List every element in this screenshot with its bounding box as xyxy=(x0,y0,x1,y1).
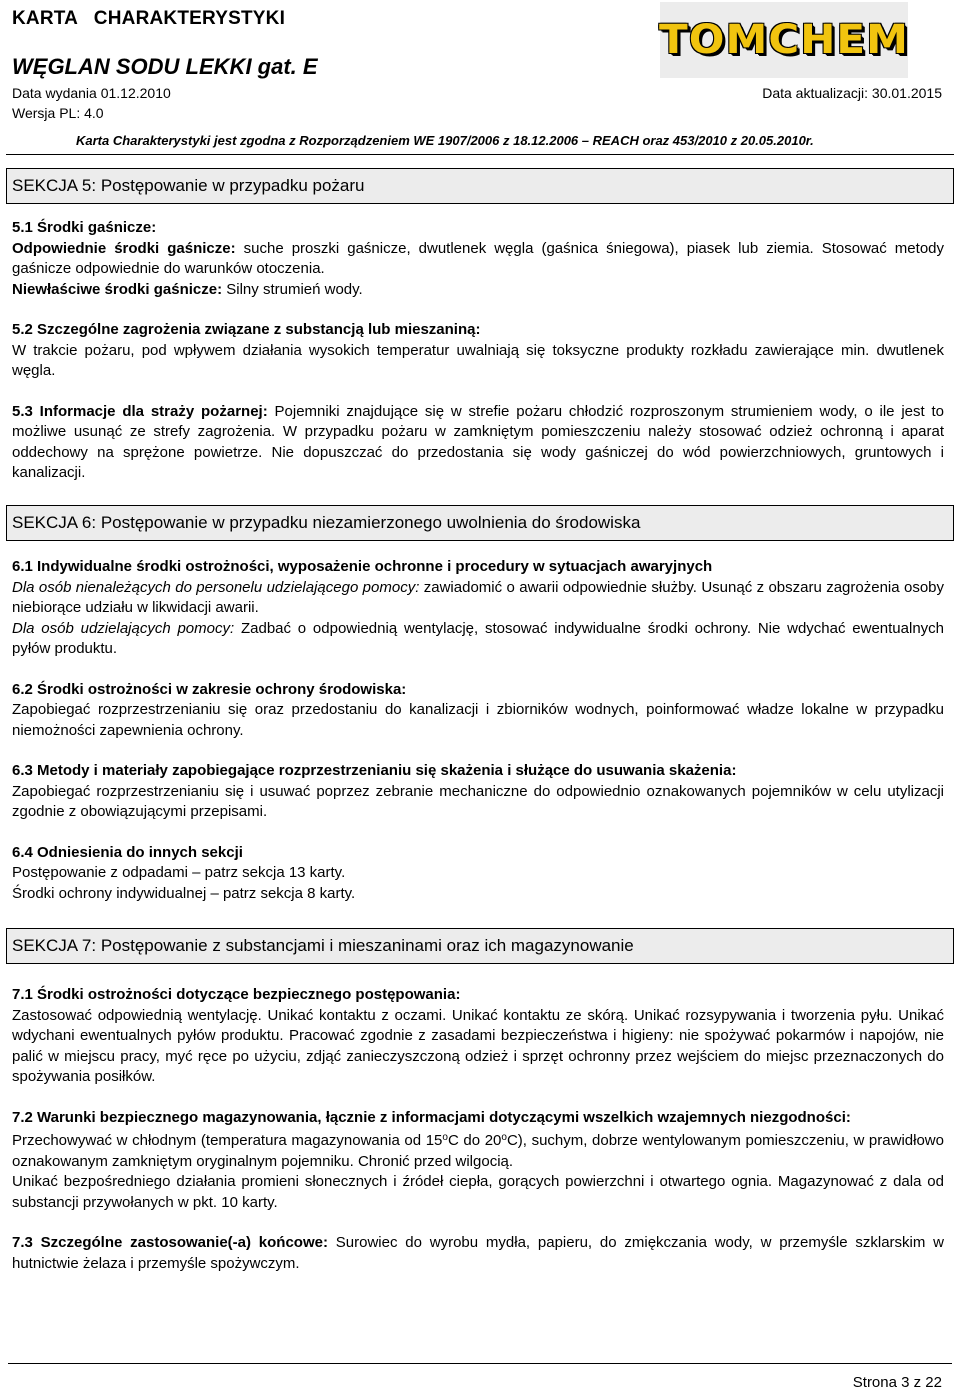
logo-text: TOMCHEM xyxy=(659,17,909,63)
subsection-6-3-heading: 6.3 Metody i materiały zapobiegające rozprzestrzenianiu się skażenia i służące do usuwania skażenia: xyxy=(12,762,737,779)
section-7-header: SEKCJA 7: Postępowanie z substancjami i mieszaninami oraz ich magazynowanie xyxy=(6,928,954,964)
header-divider xyxy=(6,154,954,155)
text: Pojemniki znajdujące się w strefie pożaru chłodzić rozproszonym strumieniem wody, o ile jest to możliwe usunąć ze strefy zagrożenia. W przypadku pożaru w zamkniętym pomieszczeniu należy stosować odzież ochronną i aparat oddechowy na sprężone powietrze. Nie dopuszczać do przedostania się wody gaśniczej do wód powierzchniowych, gruntowych i kanalizacji. xyxy=(12,402,944,481)
paragraph xyxy=(12,402,944,484)
paragraph: Zastosować odpowiednią wentylację. Unikać kontaktu z oczami. Unikać kontaktu ze skórą. Unikać rozsypywania i tworzenia pyłu. Unikać wdychani ewentualnych pyłów produktu. Pracować zgodnie z zasadami bezpieczeństwa i higieny: nie spożywać pokarmów i napojów, nie palić w miejscu pracy, myć ręce po użyciu, zdjąć zanieczyszczoną odzież i sprzęt ochronny przez wejściem do miejsc przeznaczonych do spożywania posiłków. xyxy=(12,1006,944,1085)
subsection-5-2-heading: 5.2 Szczególne zagrożenia związane z substancją lub mieszaniną: xyxy=(12,321,481,338)
paragraph: Zapobiegać rozprzestrzenianiu się i usuwać poprzez zebranie mechaniczne do odpowiednio oznakowanych pojemników w celu utylizacji zgodnie z obowiązującymi przepisami. xyxy=(12,782,944,820)
regulation-note: Karta Charakterystyki jest zgodna z Rozporządzeniem WE 1907/2006 z 18.12.2006 – REACH oraz 453/2010 z 20.05.2010r. xyxy=(76,133,814,148)
paragraph: Unikać bezpośredniego działania promieni słonecznych i źródeł ciepła, gorących powierzchni i otwartego ognia. Magazynować z dala od substancji przywołanych w pkt. 10 karty. xyxy=(12,1173,944,1211)
text: C do 20 xyxy=(447,1132,502,1149)
footer-divider xyxy=(8,1363,952,1364)
paragraph xyxy=(12,578,944,619)
paragraph: W trakcie pożaru, pod wpływem działania wysokich temperatur uwalniają się toksyczne produkty rozkładu zawierające min. dwutlenek węgla. xyxy=(12,341,944,379)
paragraph xyxy=(12,1128,944,1172)
label: Odpowiednie środki gaśnicze: xyxy=(12,239,236,257)
subsection-6-1-heading: 6.1 Indywidualne środki ostrożności, wyposażenie ochronne i procedury w sytuacjach awaryjnych xyxy=(12,558,713,575)
text: zawiadomić o awarii odpowiednie służby. Usunąć z obszaru zagrożenia osoby niebiorące udziału w likwidacji awarii. xyxy=(12,578,944,616)
issue-date: Data wydania 01.12.2010 xyxy=(12,85,171,101)
paragraph xyxy=(12,280,944,301)
subsection-6-4-heading: 6.4 Odniesienia do innych sekcji xyxy=(12,843,243,861)
text: Przechowywać w chłodnym (temperatura magazynowania od 15 xyxy=(12,1132,443,1149)
section-5-body xyxy=(12,218,944,484)
document-type: KARTA CHARAKTERYSTYKI xyxy=(12,8,286,29)
company-logo xyxy=(660,2,908,78)
product-name: WĘGLAN SODU LEKKI gat. E xyxy=(12,54,318,79)
label: Dla osób nienależących do personelu udzielającego pomocy: xyxy=(12,578,420,596)
paragraph xyxy=(12,619,944,660)
version: Wersja PL: 4.0 xyxy=(12,105,104,121)
subsection-5-1-heading: 5.1 Środki gaśnicze: xyxy=(12,219,157,236)
paragraph: Postępowanie z odpadami – patrz sekcja 13 karty. xyxy=(12,864,346,881)
degree-mark: o xyxy=(501,1132,507,1143)
section-5-header: SEKCJA 5: Postępowanie w przypadku pożaru xyxy=(6,168,954,204)
degree-mark: o xyxy=(442,1132,448,1143)
paragraph: Środki ochrony indywidualnej – patrz sekcja 8 karty. xyxy=(12,884,356,902)
text: C), suchym, dobrze wentylowanym pomieszczeniu, w prawidłowo oznakowanym zamkniętym oryginalnym pojemniku. Chronić przed wilgocią. xyxy=(12,1132,944,1170)
paragraph: Zapobiegać rozprzestrzenianiu się oraz przedostaniu do kanalizacji i zbiorników wodnych, poinformować władze lokalne w przypadku niemożności zapewnienia ochrony. xyxy=(12,701,944,739)
section-7-body xyxy=(12,985,944,1274)
subsection-5-3-heading: 5.3 Informacje dla straży pożarnej: xyxy=(12,402,268,420)
paragraph xyxy=(12,239,944,280)
label: Niewłaściwe środki gaśnicze: xyxy=(12,280,223,298)
subsection-6-2-heading: 6.2 Środki ostrożności w zakresie ochrony środowiska: xyxy=(12,680,407,698)
label: Dla osób udzielających pomocy: xyxy=(12,619,235,637)
subsection-7-1-heading: 7.1 Środki ostrożności dotyczące bezpiecznego postępowania: xyxy=(12,986,461,1003)
text: Zadbać o odpowiednią wentylację, stosować indywidualne środki ochrony. Nie wdychać ewentualnych pyłów produktu. xyxy=(12,619,945,657)
subsection-7-3-heading: 7.3 Szczególne zastosowanie(-a) końcowe: xyxy=(12,1234,328,1251)
update-date: Data aktualizacji: 30.01.2015 xyxy=(762,85,942,101)
text: Silny strumień wody. xyxy=(222,280,363,298)
subsection-7-2-heading: 7.2 Warunki bezpiecznego magazynowania, łącznie z informacjami dotyczącymi wszelkich wzajemnych niezgodności: xyxy=(12,1108,851,1126)
section-6-body xyxy=(12,557,944,904)
page-number: Strona 3 z 22 xyxy=(852,1374,942,1391)
text: Surowiec do wyrobu mydła, papieru, do zmiękczania wody, w przemyśle szklarskim w hutnictwie żelaza i przemyśle spożywczym. xyxy=(12,1234,944,1272)
text: suche proszki gaśnicze, dwutlenek węgla (gaśnica śniegowa), piasek lub ziemia. Stosować metody gaśnicze odpowiednie do warunków otoczenia. xyxy=(12,239,945,277)
paragraph xyxy=(12,1233,944,1274)
section-6-header: SEKCJA 6: Postępowanie w przypadku niezamierzonego uwolnienia do środowiska xyxy=(6,505,954,541)
